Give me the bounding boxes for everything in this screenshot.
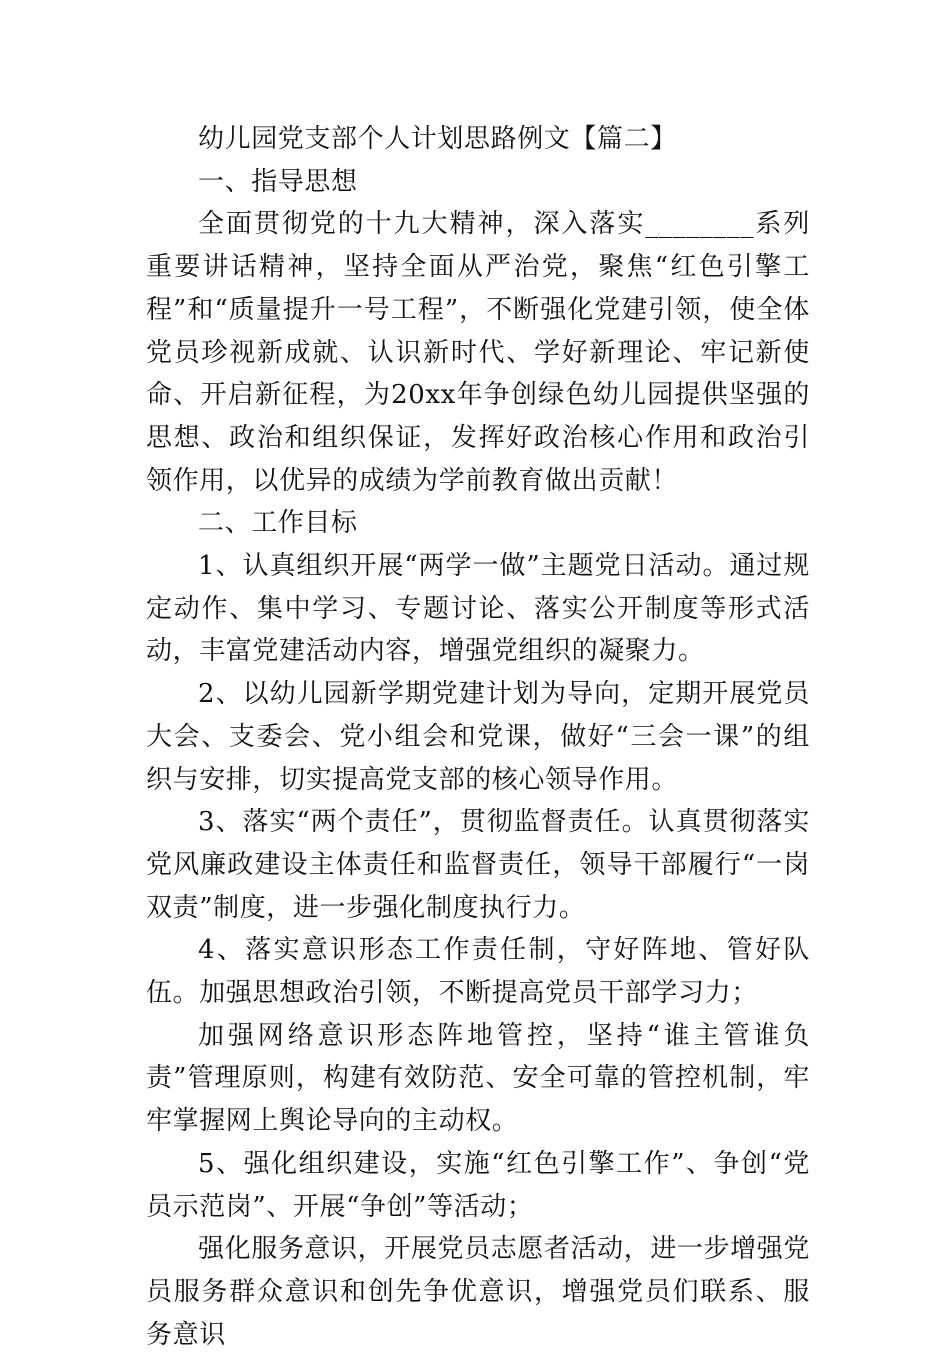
document-title: 幼儿园党支部个人计划思路例文【篇二】 xyxy=(198,124,677,154)
paragraph-goal-1: 1、认真组织开展“两学一做”主题党日活动。通过规定动作、集中学习、专题讨论、落实公开制度等形式活动，丰富党建活动内容，增强党组织的凝聚力。 xyxy=(146,551,810,667)
document-page xyxy=(146,118,810,1356)
section-heading-guiding-thought: 一、指导思想 xyxy=(198,166,358,197)
section-heading-work-goals: 二、工作目标 xyxy=(198,508,358,539)
paragraph-goal-3: 3、落实“两个责任”，贯彻监督责任。认真贯彻落实党风廉政建设主体责任和监督责任，领导干部履行“一岗双责”制度，进一步强化制度执行力。 xyxy=(146,807,810,923)
paragraph-goal-5: 5、强化组织建设，实施“红色引擎工作”、争创“党员示范岗”、开展“争创”等活动； xyxy=(146,1148,810,1222)
paragraph-goal-5-continued: 强化服务意识，开展党员志愿者活动，进一步增强党员服务群众意识和创先争优意识，增强党员们联系、服务意识 xyxy=(146,1234,810,1350)
paragraph-guiding-thought: 全面贯彻党的十九大精神，深入落实________系列重要讲话精神，坚持全面从严治党，聚焦“红色引擎工程”和“质量提升一号工程”，不断强化党建引领，使全体党员珍视新成就、认识新时代、学好新理论、牢记新使命、开启新征程，为20xx年争创绿色幼儿园提供坚强的思想、政治和组织保证，发挥好政治核心作用和政治引领作用，以优异的成绩为学前教育做出贡献！ xyxy=(146,209,810,496)
paragraph-goal-4: 4、落实意识形态工作责任制，守好阵地、管好队伍。加强思想政治引领，不断提高党员干部学习力； xyxy=(146,935,810,1009)
paragraph-goal-4-continued: 加强网络意识形态阵地管控，坚持“谁主管谁负责”管理原则，构建有效防范、安全可靠的管控机制，牢牢掌握网上舆论导向的主动权。 xyxy=(146,1020,810,1137)
paragraph-goal-2: 2、以幼儿园新学期党建计划为导向，定期开展党员大会、支委会、党小组会和党课，做好“三会一课”的组织与安排，切实提高党支部的核心领导作用。 xyxy=(146,679,810,795)
